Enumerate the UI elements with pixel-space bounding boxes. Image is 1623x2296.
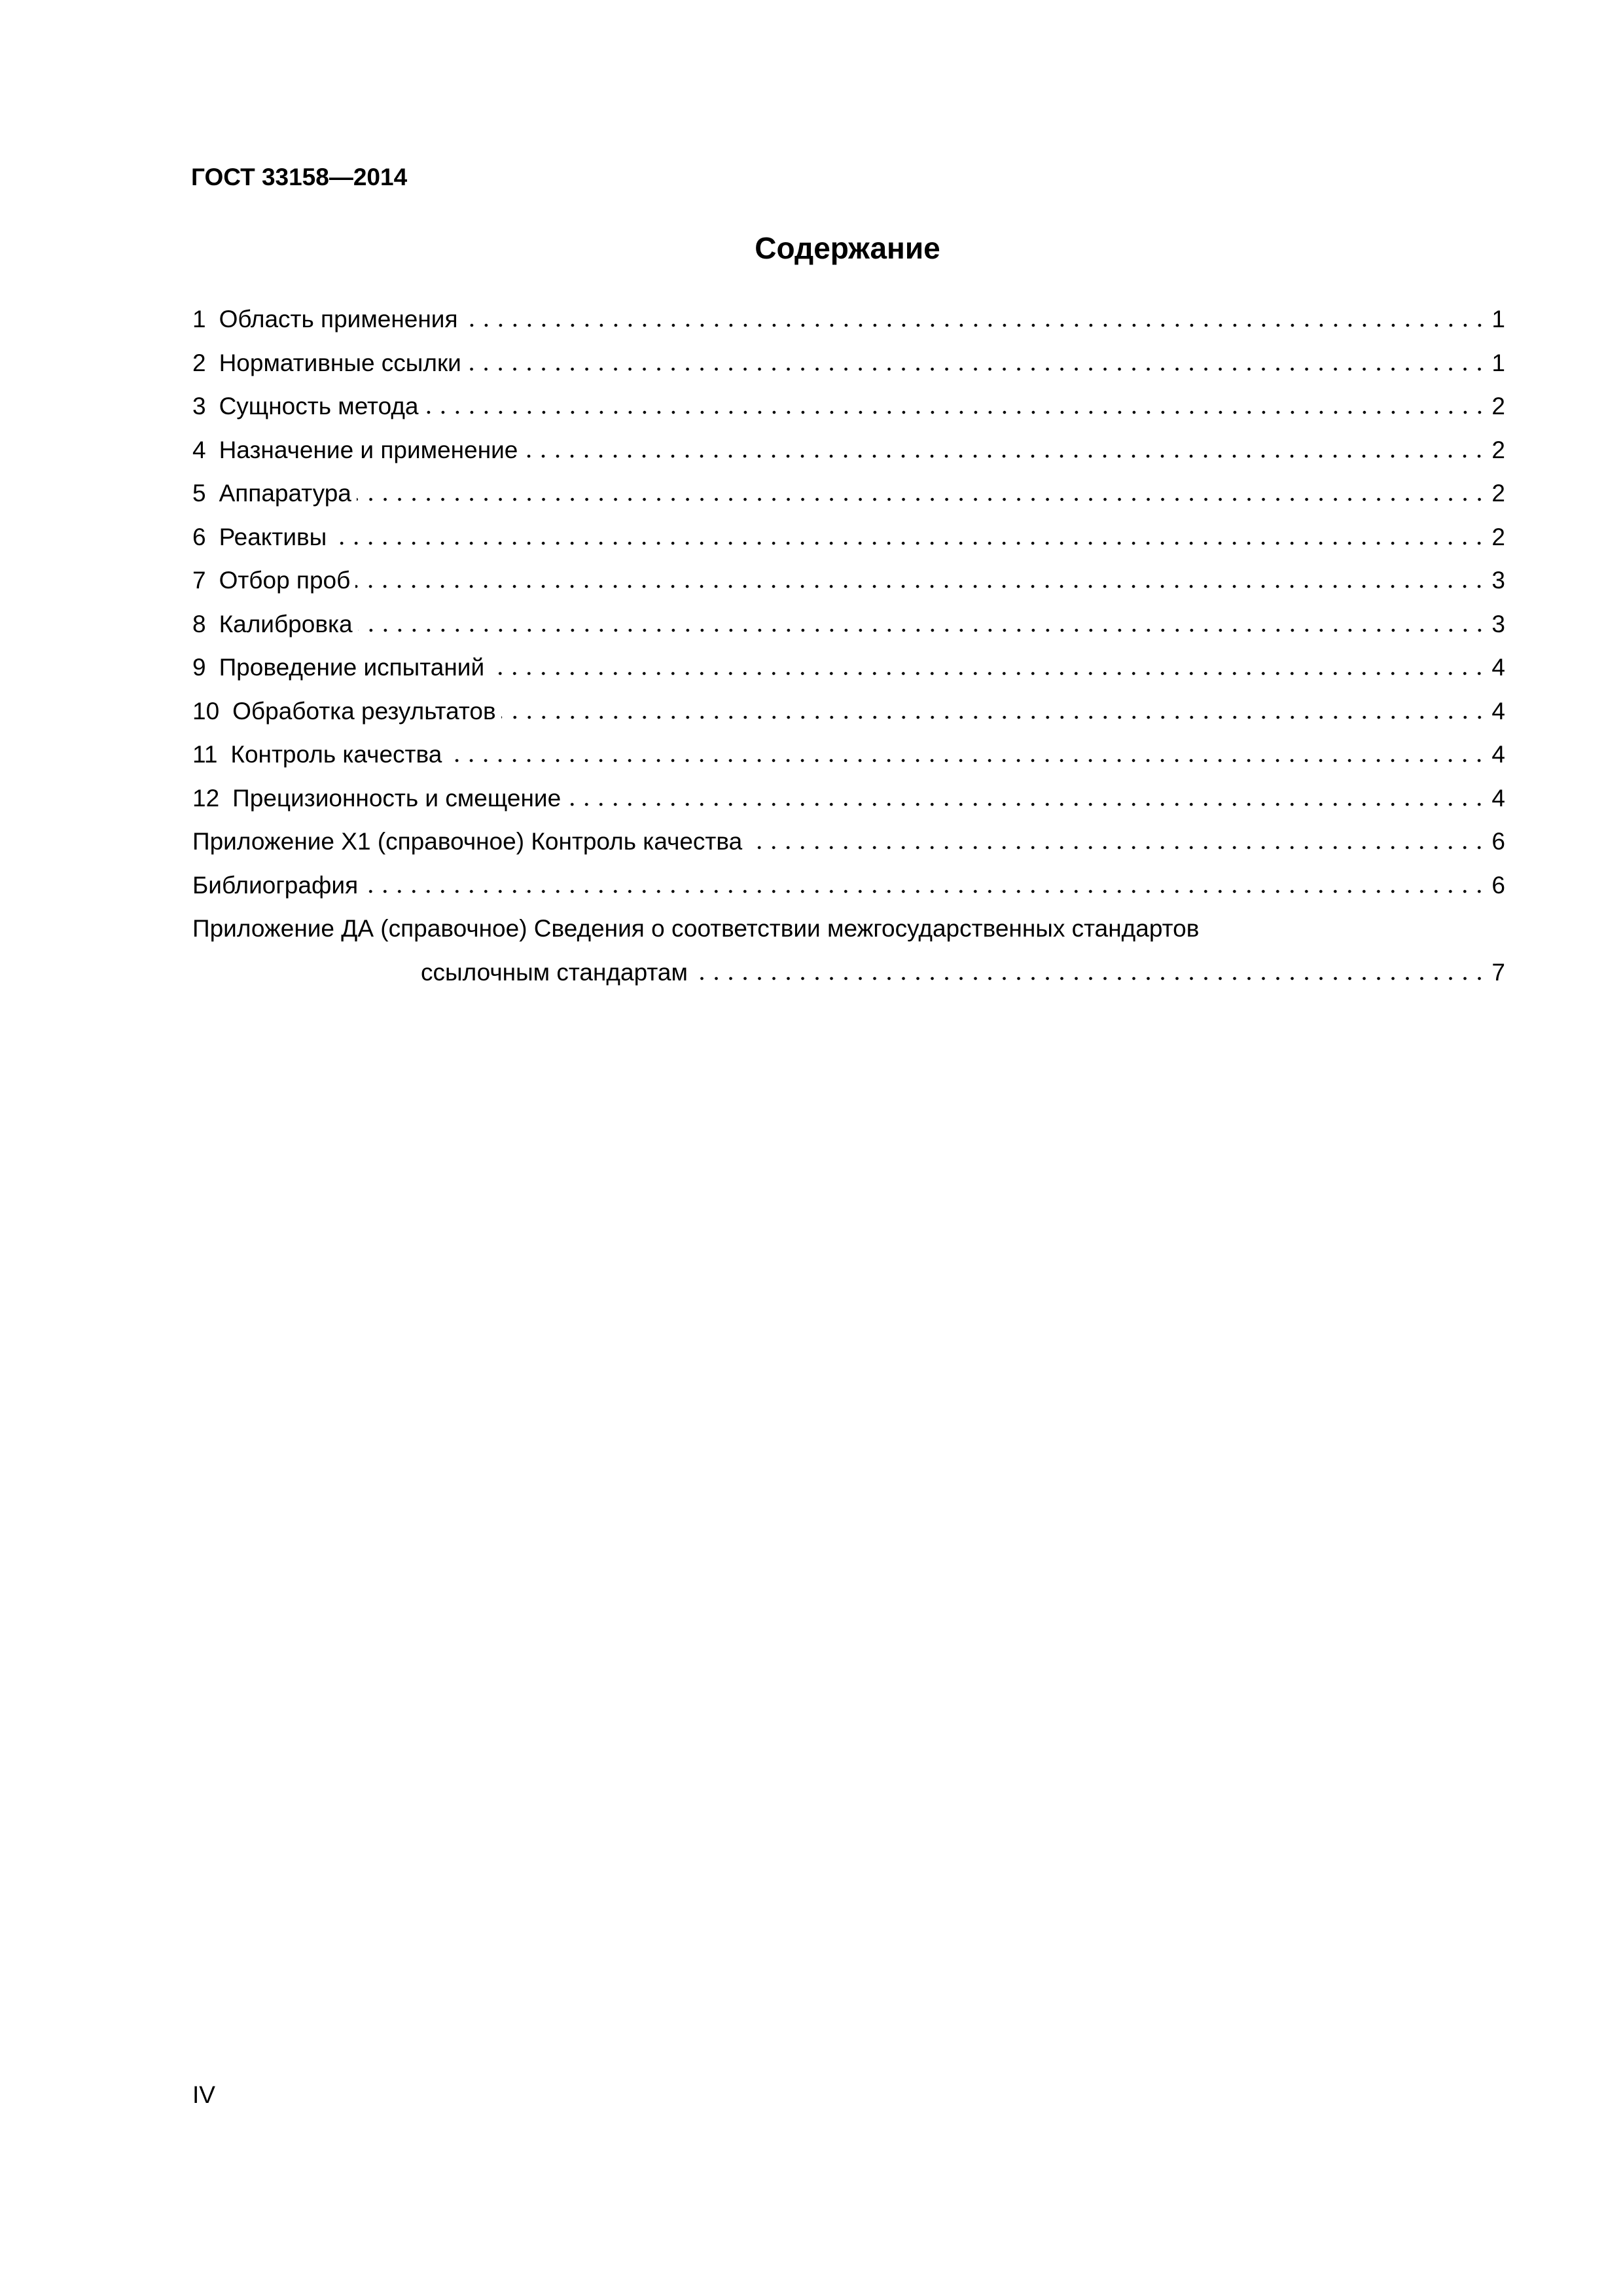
toc-entry-label: Прецизионность и смещение	[232, 784, 562, 812]
toc-entry-number: 4	[192, 436, 206, 463]
toc-entry-number: 2	[192, 349, 206, 376]
dot-leader	[363, 889, 1486, 893]
toc-entry-page: 4	[1491, 784, 1505, 812]
toc-entry-label: Проведение испытаний	[219, 654, 485, 681]
toc-entry[interactable]	[192, 516, 1505, 560]
document-id-header: ГОСТ 33158—2014	[191, 164, 408, 190]
toc-entry-label: Назначение и применение	[219, 436, 518, 463]
toc-entry-number: 8	[192, 610, 206, 637]
toc-entry[interactable]	[192, 820, 1505, 864]
toc-entry-label: Область применения	[219, 306, 458, 332]
toc-entry-label: Обработка результатов	[232, 697, 496, 725]
toc-entry-label: Сущность метода	[219, 393, 419, 420]
toc-entry-number: 7	[192, 567, 206, 594]
toc-entry[interactable]	[192, 385, 1505, 429]
toc-entry-page: 6	[1491, 828, 1505, 855]
toc-entry-label: Приложение ДА (справочное) Сведения о соответствии межгосударственных стандартов	[192, 915, 1200, 942]
dot-leader	[355, 584, 1486, 588]
dot-leader	[463, 323, 1487, 327]
toc-entry-page: 1	[1491, 306, 1505, 332]
dot-leader	[467, 367, 1487, 371]
dot-leader	[332, 541, 1486, 545]
toc-entry[interactable]	[192, 733, 1505, 777]
toc-entry-number: 3	[192, 393, 206, 420]
toc-entry-page: 2	[1491, 480, 1505, 507]
page-title: Содержание	[755, 231, 940, 265]
toc-entry[interactable]	[192, 298, 1505, 342]
toc-entry-number: 1	[192, 306, 206, 332]
dot-leader	[358, 628, 1487, 632]
toc-entry-number: 6	[192, 523, 206, 550]
dot-leader	[501, 715, 1487, 719]
toc-entry[interactable]	[192, 559, 1505, 603]
toc-entry-label: Контроль качества	[230, 741, 442, 768]
dot-leader	[357, 497, 1487, 501]
toc-entry-page: 6	[1491, 871, 1505, 899]
toc-entry-page: 7	[1491, 958, 1505, 986]
toc-entry-label: Нормативные ссылки	[219, 349, 461, 376]
toc-entry[interactable]	[192, 777, 1505, 821]
toc-entry-label: Реактивы	[219, 523, 327, 550]
toc-entry-page: 4	[1491, 654, 1505, 681]
toc-entry-number: 12	[192, 784, 220, 812]
dot-leader	[747, 846, 1486, 850]
toc-entry-page: 4	[1491, 741, 1505, 768]
toc-entry[interactable]	[192, 646, 1505, 690]
toc-entry[interactable]	[192, 603, 1505, 647]
toc-entry-page: 1	[1491, 349, 1505, 376]
toc-entry-page: 4	[1491, 697, 1505, 725]
toc-entry-page: 2	[1491, 436, 1505, 463]
toc-entry-number: 9	[192, 654, 206, 681]
dot-leader	[424, 410, 1487, 414]
toc-entry-page: 2	[1491, 523, 1505, 550]
toc-entry-continuation[interactable]	[192, 951, 1505, 995]
dot-leader	[490, 672, 1486, 675]
toc-entry-page: 2	[1491, 393, 1505, 420]
page-number: IV	[192, 2081, 215, 2108]
toc-entry-number: 5	[192, 480, 206, 507]
toc-entry-page: 3	[1491, 610, 1505, 637]
toc-entry[interactable]	[192, 907, 1505, 951]
toc-entry-label: Калибровка	[219, 610, 353, 637]
toc-entry[interactable]	[192, 342, 1505, 386]
toc-entry-label-continuation: ссылочным стандартам	[421, 958, 688, 986]
toc-entry[interactable]	[192, 429, 1505, 473]
table-of-contents	[192, 298, 1505, 994]
toc-entry-label: Приложение Х1 (справочное) Контроль качества	[192, 828, 743, 855]
toc-entry[interactable]	[192, 690, 1505, 734]
toc-entry-label: Отбор проб	[219, 567, 351, 594]
toc-entry-page: 3	[1491, 567, 1505, 594]
toc-entry-label: Библиография	[192, 871, 359, 899]
toc-entry[interactable]	[192, 864, 1505, 908]
dot-leader	[566, 802, 1486, 806]
toc-entry-number: 11	[192, 741, 218, 768]
dot-leader	[693, 977, 1487, 980]
toc-entry-label: Аппаратура	[219, 480, 351, 507]
toc-entry-number: 10	[192, 697, 220, 725]
dot-leader	[447, 759, 1486, 762]
toc-entry[interactable]	[192, 472, 1505, 516]
dot-leader	[523, 454, 1486, 458]
